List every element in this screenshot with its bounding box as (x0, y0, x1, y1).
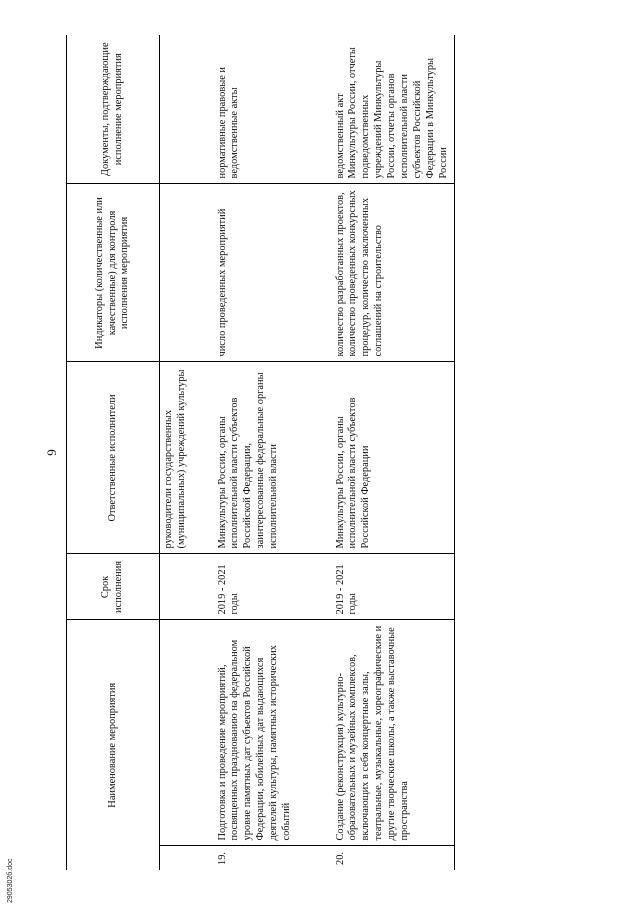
footer-filename-text: 2905302б.doc (7, 858, 14, 903)
row-number: 20. (332, 846, 455, 870)
page-number: 9 (44, 449, 59, 456)
column-header-indicators: Индикаторы (количественные или качественные) для контроля исполнения мероприятия (67, 184, 160, 362)
row-event-name (160, 620, 214, 846)
row-number: 19. (216, 852, 228, 865)
row-documents: нормативные правовые и ведомственные акты (214, 35, 332, 184)
row-event-name: Создание (реконструкция) культурно-образовательных и музейных комплексов, включающих в себя концертные залы, театральные, музыкальные, хореографические и другие творческие школы, а также выставочные пространства (332, 620, 455, 846)
document-page (44, 35, 449, 870)
column-header-name: Наименование мероприятия (67, 620, 160, 870)
row-indicators: количество разработанных проектов, количество проведенных конкурсных процедур, количество заключенных соглашений на строительство (332, 184, 455, 362)
row-documents: ведомственный акт Минкультуры России, отчеты подведомственных учреждений Минкультуры России, отчеты органов исполнительной власти субъектов Российской Федерации в Минкультуры России (332, 35, 455, 184)
row-indicators: число проведенных мероприятий (214, 184, 332, 362)
events-table (66, 35, 455, 870)
row-number (160, 846, 214, 870)
table-row (160, 35, 214, 870)
footer-filename (7, 858, 21, 903)
row-event-name: Подготовка и проведение мероприятий, посвященных празднованию на федеральном уровне памятных дат субъектов Российской Федерации, юбилейных дат выдающихся деятелей культуры, памятных исторических событий (214, 620, 332, 846)
column-header-documents: Документы, подтверждающие исполнение мероприятия (67, 35, 160, 184)
row-term: 2019 - 2021 годы (332, 554, 455, 620)
row-executors: Минкультуры России, органы исполнительной власти субъектов Российской Федерации (332, 362, 455, 554)
row-term: 2019 - 2021 годы (214, 554, 332, 620)
table-row (332, 35, 455, 870)
row-documents (160, 35, 214, 184)
column-header-executors: Ответственные исполнители (67, 362, 160, 554)
table-header-row (67, 35, 160, 870)
table-row (214, 35, 332, 870)
row-executors: Минкультуры России, органы исполнительной власти субъектов Российской Федерации, заинтересованные федеральные органы исполнительной власти (214, 362, 332, 554)
row-executors: руководители государственных (муниципальных) учреждений культуры (160, 362, 214, 554)
row-indicators (160, 184, 214, 362)
row-term (160, 554, 214, 620)
column-header-term: Срок исполнения (67, 554, 160, 620)
